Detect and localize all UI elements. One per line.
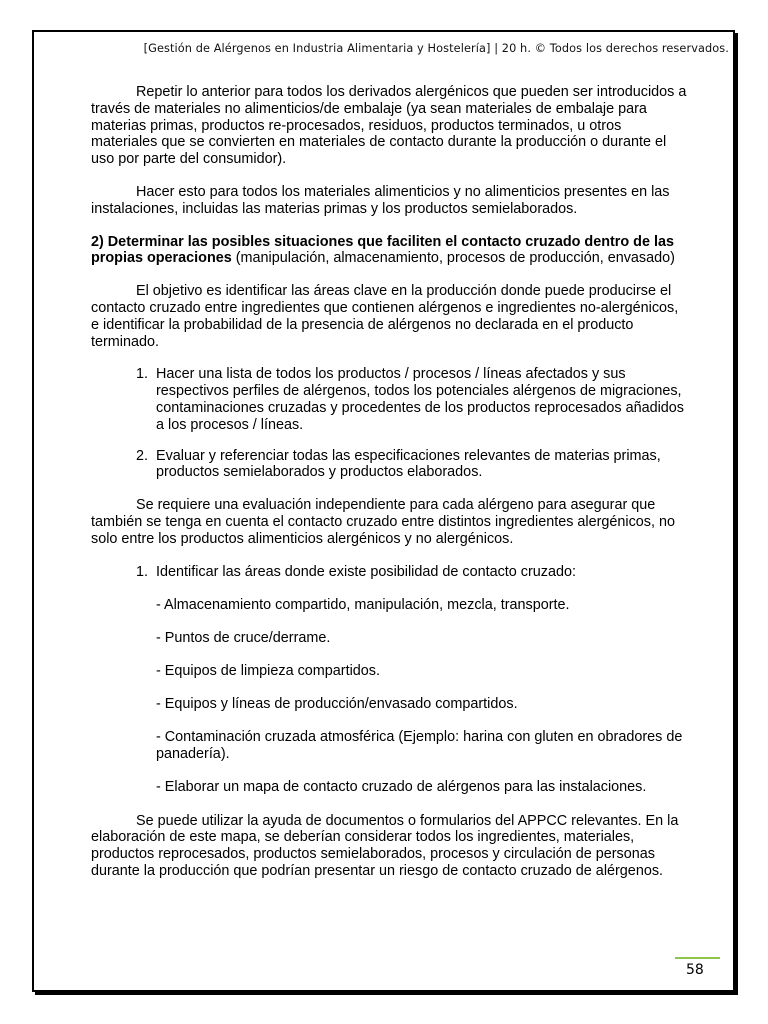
paragraph-objective: El objetivo es identificar las áreas clave en la producción donde puede producirse el contacto cruzado entre ingredientes que contienen alérgenos e ingredientes no-alergénicos, e identificar la probabilidad de la presencia de alérgenos no declarada en el producto terminado. bbox=[91, 283, 679, 350]
dash-item: - Equipos y líneas de producción/envasado compartidos. bbox=[156, 696, 518, 713]
dash-item: - Almacenamiento compartido, manipulación, mezcla, transporte. bbox=[156, 596, 570, 613]
page-number: 58 bbox=[686, 962, 704, 978]
dash-item: - Equipos de limpieza compartidos. bbox=[156, 663, 380, 680]
dash-item: - Puntos de cruce/derrame. bbox=[156, 629, 331, 646]
list-item bbox=[91, 448, 687, 482]
list-number: 1. bbox=[136, 366, 149, 383]
dash-item: - Elaborar un mapa de contacto cruzado de alérgenos para las instalaciones. bbox=[156, 779, 647, 796]
footer-accent-line bbox=[675, 957, 720, 959]
list-item bbox=[91, 366, 687, 433]
list-number: 1. bbox=[136, 563, 149, 580]
paragraph-independent-evaluation: Se requiere una evaluación independiente para cada alérgeno para asegurar que también se tenga en cuenta el contacto cruzado entre distintos ingredientes alergénicos, no solo entre los productos alimenticios alergénicos y no alergénicos. bbox=[91, 497, 675, 547]
list-text: Evaluar y referenciar todas las especificaciones relevantes de materias primas, productos semielaborados y productos elaborados. bbox=[156, 447, 661, 481]
numbered-list-1 bbox=[91, 366, 687, 481]
section-heading-bold: 2) Determinar las posibles situaciones que faciliten el contacto cruzado dentro de las propias operaciones bbox=[91, 233, 674, 267]
list-text: Identificar las áreas donde existe posibilidad de contacto cruzado: bbox=[156, 563, 576, 580]
paragraph-packaging-derivatives: Repetir lo anterior para todos los derivados alergénicos que pueden ser introducidos a través de materiales no alimenticios/de embalaje (ya sean materiales de embalaje para materias primas, productos re-procesados, residuos, productos terminados, u otros materiales que se convierten en materiales de contacto durante la producción o durante el uso por parte del consumidor). bbox=[91, 84, 687, 168]
dash-item: - Contaminación cruzada atmosférica (Ejemplo: harina con gluten en obradores de panadería). bbox=[156, 729, 683, 763]
list-number: 2. bbox=[136, 447, 149, 464]
section-heading-rest: (manipulación, almacenamiento, procesos de producción, envasado) bbox=[231, 250, 675, 267]
running-header: [Gestión de Alérgenos en Industria Alimentaria y Hostelería] | 20 h. © Todos los derechos reservados. bbox=[143, 42, 729, 55]
section-heading-2 bbox=[91, 234, 687, 268]
list-text: Hacer una lista de todos los productos / procesos / líneas afectados y sus respectivos perfiles de alérgenos, todos los potenciales alérgenos de migraciones, contaminaciones cruzadas y procedentes de los productos reprocesados añadidos a los procesos / líneas. bbox=[156, 366, 684, 433]
page-body bbox=[91, 84, 687, 896]
paragraph-all-materials: Hacer esto para todos los materiales alimenticios y no alimenticios presentes en las instalaciones, incluidas las materias primas y los productos semielaborados. bbox=[91, 183, 670, 217]
paragraph-appcc: Se puede utilizar la ayuda de documentos o formularios del APPCC relevantes. En la elaboración de este mapa, se deberían considerar todos los ingredientes, materiales, productos reprocesados, productos semielaborados, procesos y circulación de personas durante la producción que podrían presentar un riesgo de contacto cruzado de alérgenos. bbox=[91, 812, 679, 880]
list-item bbox=[91, 564, 687, 581]
numbered-list-2 bbox=[91, 564, 687, 581]
